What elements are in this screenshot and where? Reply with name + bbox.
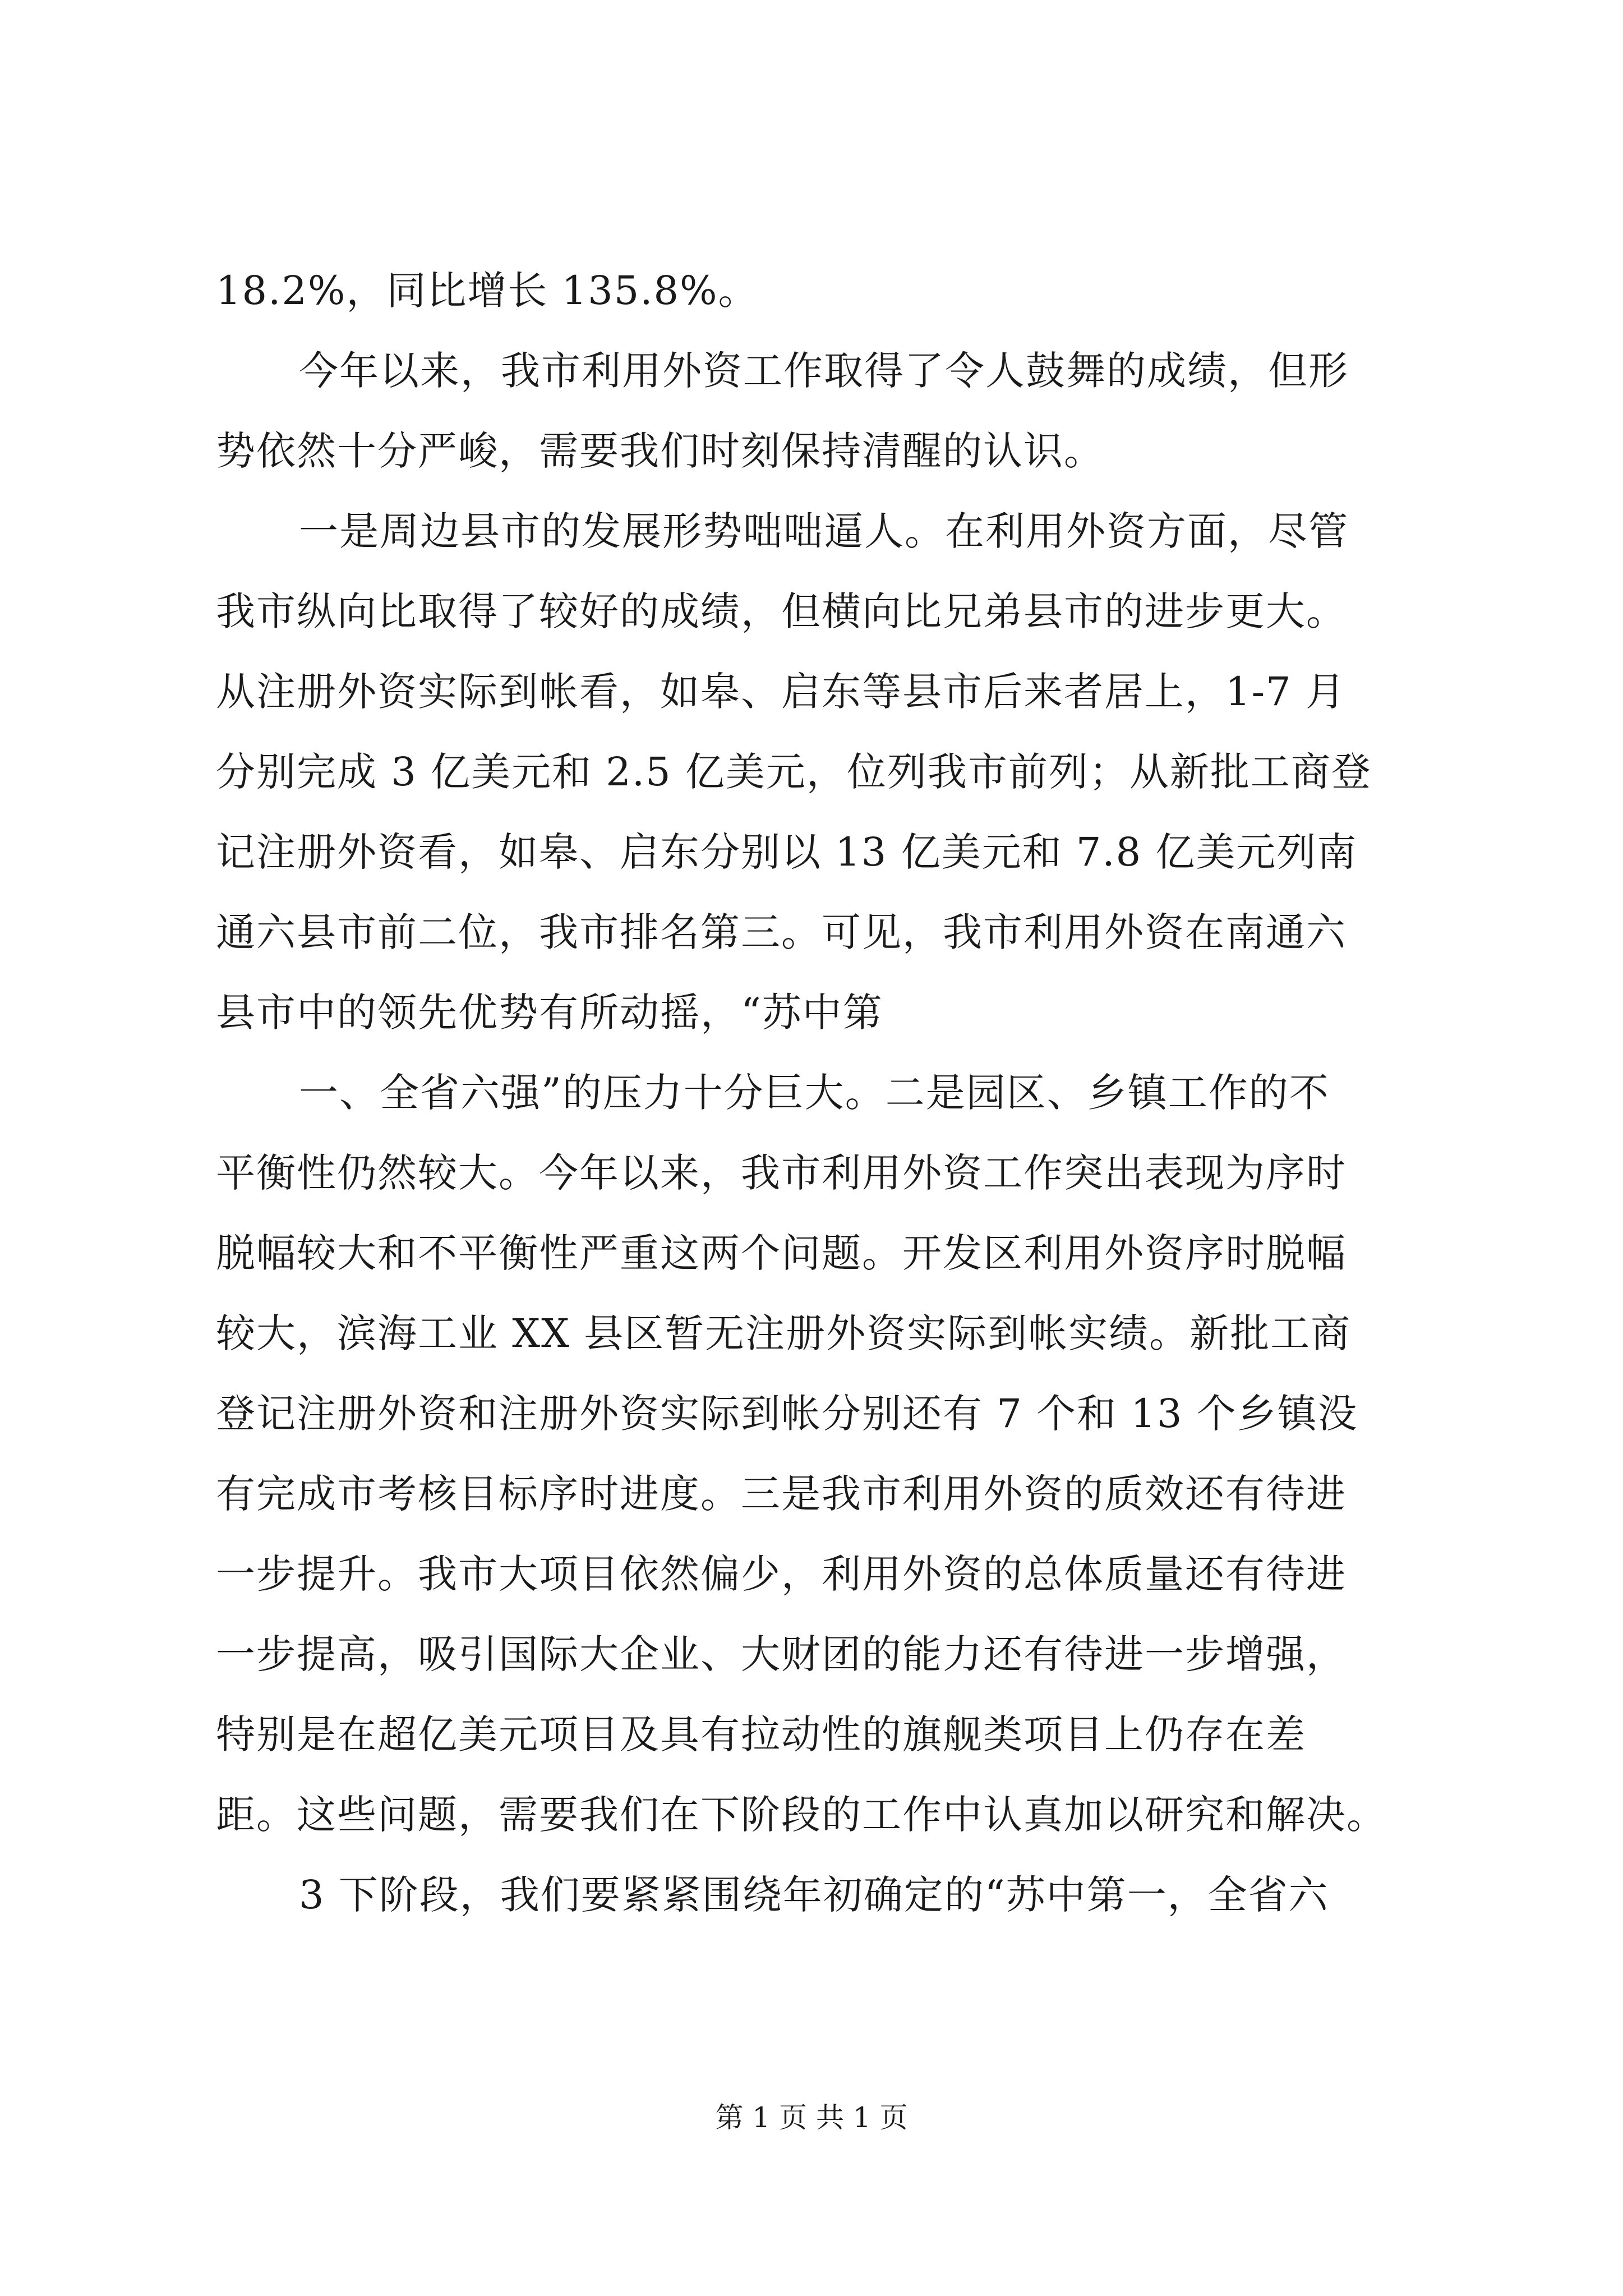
body-line-7: 分别完成 3 亿美元和 2.5 亿美元，位列我市前列；从新批工商登 — [216, 749, 1372, 795]
body-line-4: 一是周边县市的发展形势咄咄逼人。在利用外资方面，尽管 — [299, 508, 1349, 554]
body-line-3: 势依然十分严峻，需要我们时刻保持清醒的认识。 — [216, 428, 1104, 474]
body-line-17: 一步提升。我市大项目依然偏少，利用外资的总体质量还有待进 — [216, 1551, 1347, 1597]
page-footer: 第 1 页 共 1 页 — [715, 2101, 908, 2134]
body-line-14: 较大，滨海工业 XX 县区暂无注册外资实际到帐实绩。新批工商 — [216, 1310, 1352, 1356]
body-line-6: 从注册外资实际到帐看，如皋、启东等县市后来者居上，1-7 月 — [216, 669, 1346, 715]
body-line-19: 特别是在超亿美元项目及具有拉动性的旗舰类项目上仍存在差 — [216, 1711, 1306, 1757]
body-line-13: 脱幅较大和不平衡性严重这两个问题。开发区利用外资序时脱幅 — [216, 1230, 1347, 1276]
body-line-2: 今年以来，我市利用外资工作取得了令人鼓舞的成绩，但形 — [299, 348, 1349, 394]
body-line-18: 一步提高，吸引国际大企业、大财团的能力还有待进一步增强， — [216, 1631, 1347, 1677]
body-line-9: 通六县市前二位，我市排名第三。可见，我市利用外资在南通六 — [216, 909, 1347, 955]
body-line-20: 距。这些问题，需要我们在下阶段的工作中认真加以研究和解决。 — [216, 1792, 1387, 1838]
body-line-11: 一、全省六强”的压力十分巨大。二是园区、乡镇工作的不 — [299, 1070, 1330, 1116]
body-line-10: 县市中的领先优势有所动摇，“苏中第 — [216, 990, 883, 1036]
body-line-16: 有完成市考核目标序时进度。三是我市利用外资的质效还有待进 — [216, 1471, 1347, 1517]
body-line-21: 3 下阶段，我们要紧紧围绕年初确定的“苏中第一，全省六 — [299, 1872, 1329, 1918]
body-line-5: 我市纵向比取得了较好的成绩，但横向比兄弟县市的进步更大。 — [216, 588, 1347, 634]
body-line-1: 18.2%，同比增长 135.8%。 — [216, 268, 759, 314]
body-line-8: 记注册外资看，如皋、启东分别以 13 亿美元和 7.8 亿美元列南 — [216, 829, 1358, 875]
body-line-12: 平衡性仍然较大。今年以来，我市利用外资工作突出表现为序时 — [216, 1150, 1347, 1196]
body-line-15: 登记注册外资和注册外资实际到帐分别还有 7 个和 13 个乡镇没 — [216, 1391, 1358, 1437]
